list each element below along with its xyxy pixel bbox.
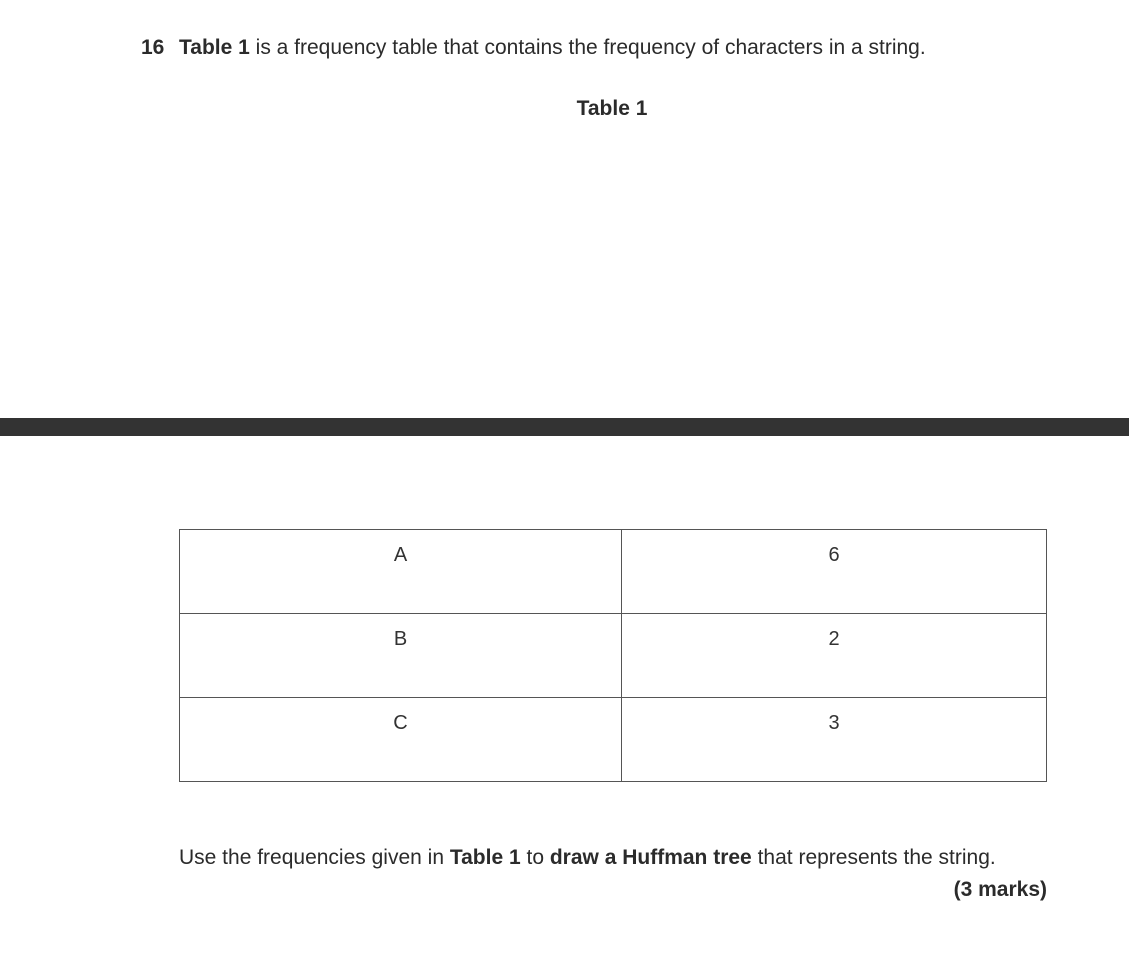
frequency-cell: 6 [622, 530, 1047, 614]
question-number: 16 [141, 36, 165, 59]
character-cell: A [180, 530, 622, 614]
table-title: Table 1 [576, 97, 648, 120]
instruction-part-2: to [526, 846, 545, 869]
instruction-emphasis: draw a Huffman tree [549, 846, 752, 869]
table-row [180, 698, 1047, 782]
instruction-part-1: Use the frequencies given in [179, 846, 444, 869]
page-divider [0, 418, 1129, 436]
instruction-text [179, 846, 996, 870]
question-statement [141, 36, 926, 60]
instruction-table-reference: Table 1 [449, 846, 521, 869]
frequency-table [179, 529, 1047, 782]
character-cell: C [180, 698, 622, 782]
marks-label: (3 marks) [953, 878, 1047, 901]
frequency-cell: 2 [622, 614, 1047, 698]
table-row [180, 614, 1047, 698]
frequency-cell: 3 [622, 698, 1047, 782]
question-text: is a frequency table that contains the frequency of characters in a string. [255, 36, 926, 59]
question-table-reference: Table 1 [179, 36, 250, 59]
character-cell: B [180, 614, 622, 698]
instruction-part-3: that represents the string. [757, 846, 996, 869]
table-row [180, 530, 1047, 614]
